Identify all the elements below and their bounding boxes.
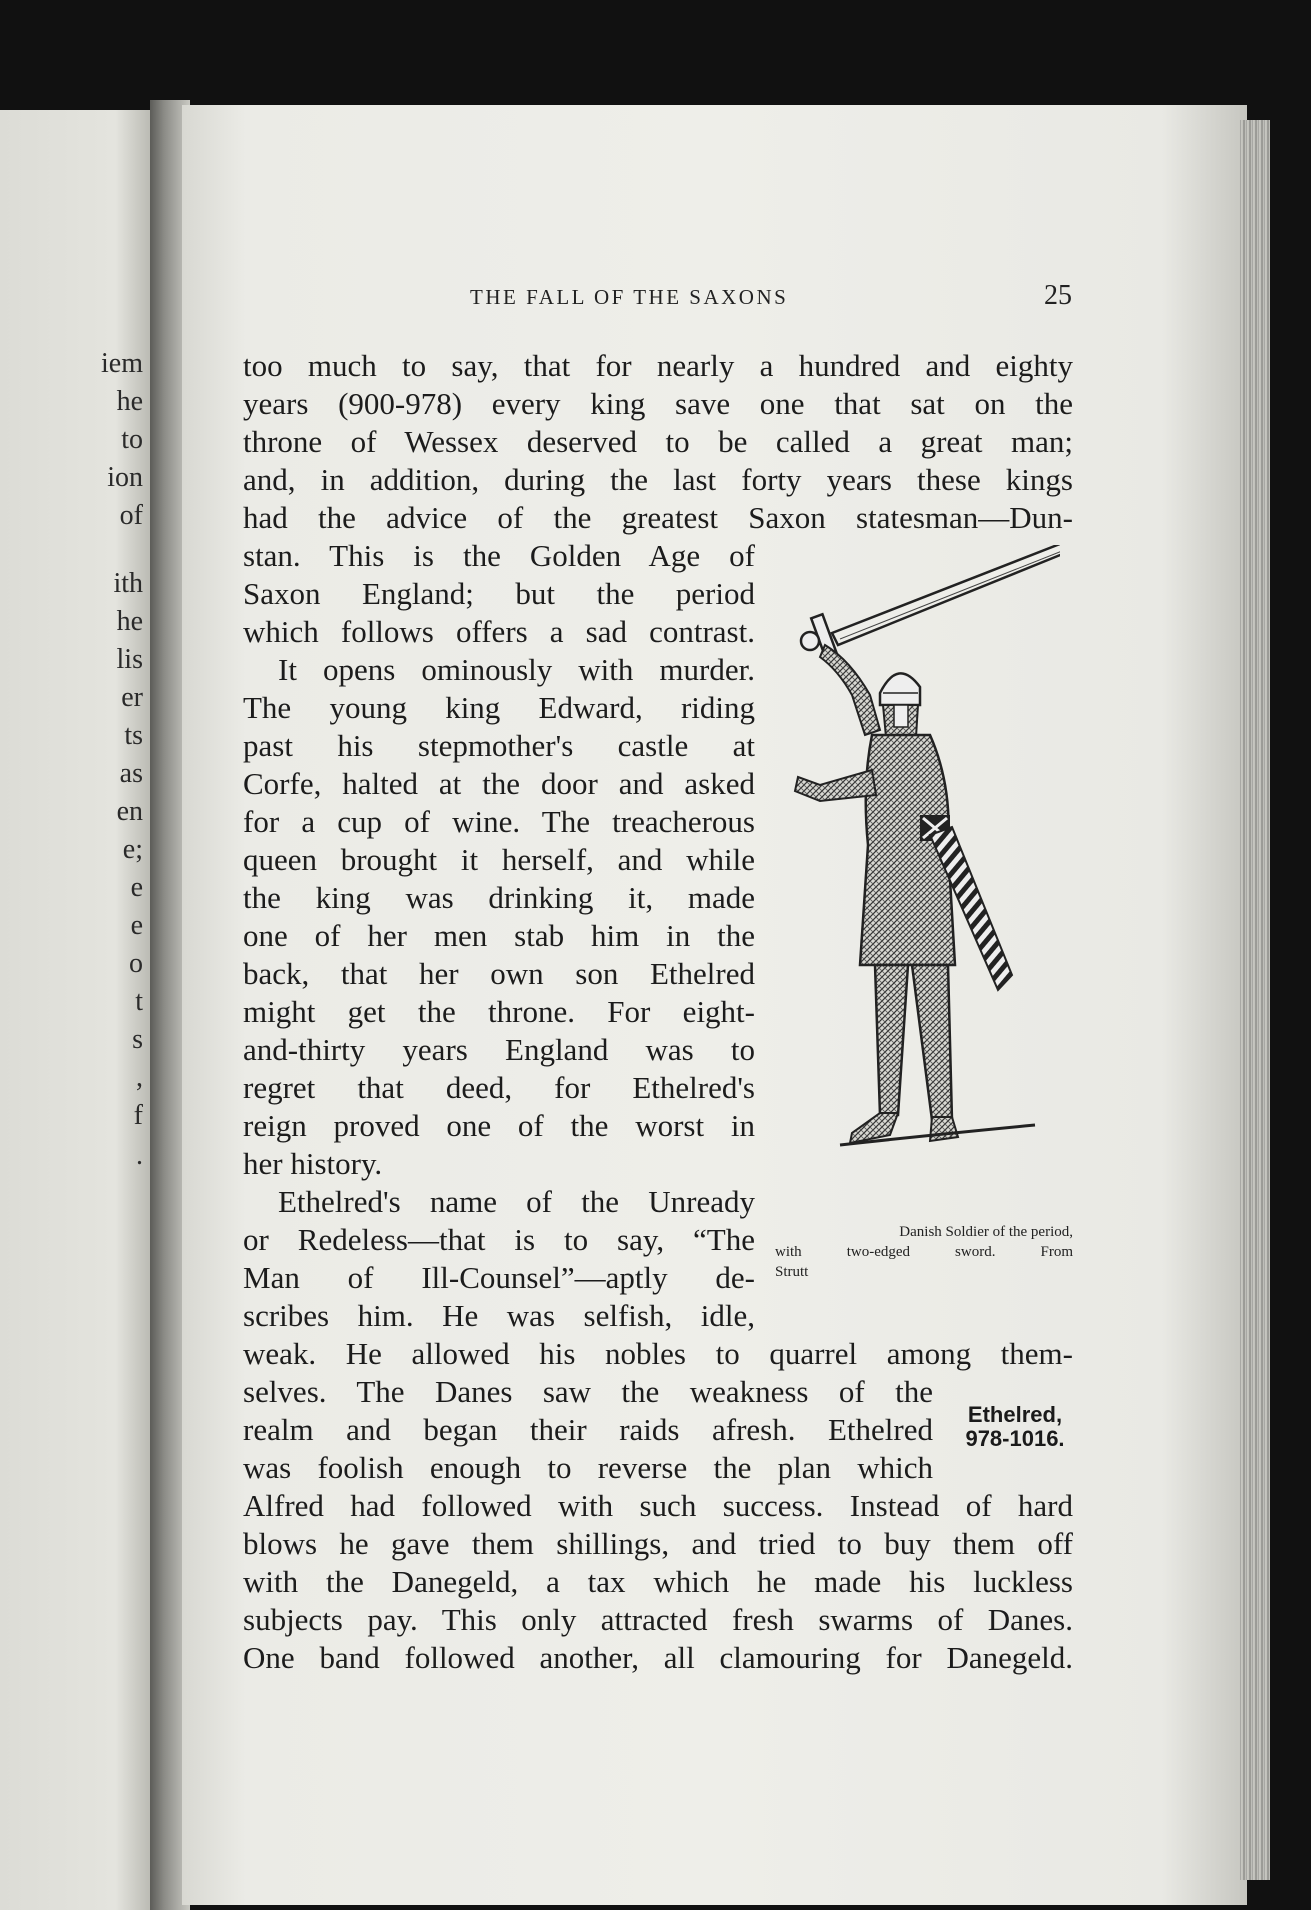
body-line: realm and began their raids afresh. Ethelred [243, 1412, 933, 1447]
left-page-fragment: en [116, 796, 143, 827]
left-page-fragment: ith [113, 568, 143, 599]
body-line: stan. This is the Golden Age of [243, 538, 755, 573]
left-page-fragment: , [136, 1062, 143, 1093]
body-line: regret that deed, for Ethelred's [243, 1070, 755, 1105]
body-line: which follows offers a sad contrast. [243, 614, 755, 649]
body-line: with the Danegeld, a tax which he made his luckless [243, 1564, 1073, 1599]
body-line: and, in addition, during the last forty years these kings [243, 462, 1073, 497]
left-page-fragment: t [135, 986, 143, 1017]
caption-line: Danish Soldier of the period, [899, 1224, 1073, 1240]
danish-soldier-illustration [780, 545, 1060, 1215]
body-line: throne of Wessex deserved to be called a great man; [243, 424, 1073, 459]
body-line: It opens ominously with murder. [278, 652, 755, 687]
left-page-fragment: er [121, 682, 143, 713]
body-line: one of her men stab him in the [243, 918, 755, 953]
body-line: weak. He allowed his nobles to quarrel among them- [243, 1336, 1073, 1371]
soldier-drawing [780, 545, 1060, 1215]
page-edge [1240, 120, 1270, 1880]
body-line: Saxon England; but the period [243, 576, 755, 611]
body-line: Alfred had followed with such success. Instead of hard [243, 1488, 1073, 1523]
left-page-fragment: o [129, 948, 143, 979]
left-page-fragment: of [119, 500, 143, 531]
left-page-fragment: as [119, 758, 143, 789]
body-line: Man of Ill-Counsel”—aptly de- [243, 1260, 755, 1295]
body-line: or Redeless—that is to say, “The [243, 1222, 755, 1257]
left-page-fragment: . [136, 1140, 143, 1171]
left-page-fragment: s [132, 1024, 143, 1055]
body-line: might get the throne. For eight- [243, 994, 755, 1029]
left-page-fragment: ts [124, 720, 143, 751]
body-line: too much to say, that for nearly a hundred and eighty [243, 348, 1073, 383]
body-line: her history. [243, 1146, 383, 1181]
body-line: past his stepmother's castle at [243, 728, 755, 763]
figure-caption [775, 1222, 1073, 1282]
body-line: blows he gave them shillings, and tried to buy them off [243, 1526, 1073, 1561]
body-line: The young king Edward, riding [243, 690, 755, 725]
body-line: queen brought it herself, and while [243, 842, 755, 877]
body-line: back, that her own son Ethelred [243, 956, 755, 991]
left-page-fragment: ion [107, 462, 143, 493]
left-page-fragment: he [116, 386, 143, 417]
body-line: scribes him. He was selfish, idle, [243, 1298, 755, 1333]
left-page [0, 110, 165, 1910]
page-number: 25 [1044, 280, 1072, 311]
body-line: the king was drinking it, made [243, 880, 755, 915]
left-page-fragment: e [130, 910, 143, 941]
left-page-fragment: e [130, 872, 143, 903]
body-line: subjects pay. This only attracted fresh swarms of Danes. [243, 1602, 1073, 1637]
body-line: years (900-978) every king save one that sat on the [243, 386, 1073, 421]
caption-line: with two-edged sword. From [775, 1244, 1073, 1260]
body-line: Ethelred's name of the Unready [278, 1184, 755, 1219]
left-page-fragment: f [133, 1100, 143, 1131]
left-page-fragment: he [116, 606, 143, 637]
body-line: selves. The Danes saw the weakness of the [243, 1374, 933, 1409]
caption-line: Strutt [775, 1264, 809, 1280]
left-page-fragment: to [121, 424, 143, 455]
running-head: THE FALL OF THE SAXONS [470, 285, 789, 309]
body-line: was foolish enough to reverse the plan which [243, 1450, 933, 1485]
body-line: and-thirty years England was to [243, 1032, 755, 1067]
left-page-fragment: iem [101, 348, 143, 379]
margin-sidenote [955, 1403, 1075, 1451]
left-page-fragment: e; [122, 834, 143, 865]
body-line: Corfe, halted at the door and asked [243, 766, 755, 801]
body-line: had the advice of the greatest Saxon statesman—Dun- [243, 500, 1073, 535]
body-line: One band followed another, all clamouring for Danegeld. [243, 1640, 1073, 1675]
body-line: reign proved one of the worst in [243, 1108, 755, 1143]
sidenote-line: 978-1016. [965, 1426, 1065, 1451]
left-page-fragment: lis [116, 644, 143, 675]
body-line: for a cup of wine. The treacherous [243, 804, 755, 839]
sidenote-line: Ethelred, [967, 1402, 1063, 1427]
